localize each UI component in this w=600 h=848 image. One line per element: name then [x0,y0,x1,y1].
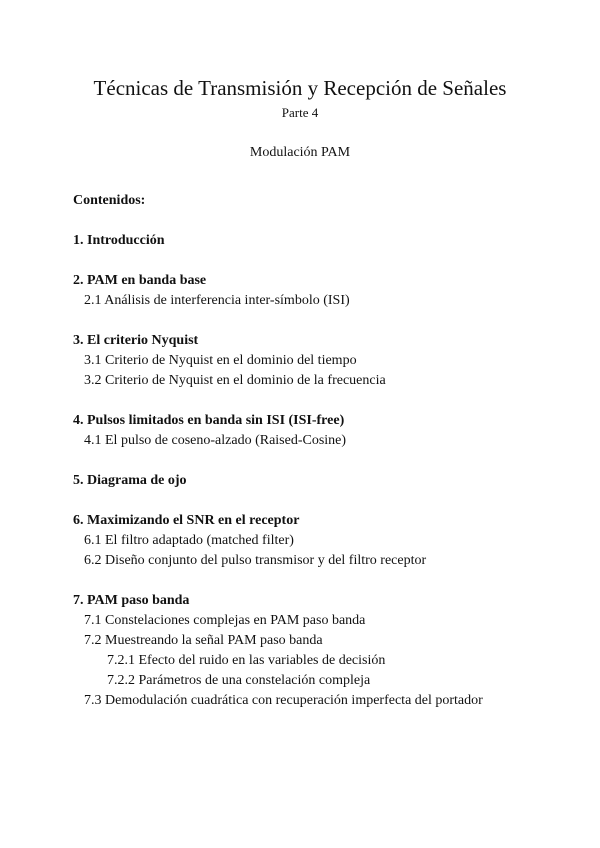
toc-section-title: 4. Pulsos limitados en banda sin ISI (ISI-free) [73,413,345,428]
toc-section-1 [73,231,573,251]
toc-section-title: 6. Maximizando el SNR en el receptor [73,513,300,528]
toc-section-title: 2. PAM en banda base [73,273,207,288]
toc-subsection: 3.2 Criterio de Nyquist en el dominio de la frecuencia [84,373,386,388]
toc-section-7 [73,591,573,711]
toc-section-title: 1. Introducción [73,233,165,248]
toc-subsection: 7.1 Constelaciones complejas en PAM paso banda [84,613,366,628]
toc-section-3 [73,331,573,391]
toc-subsection: 4.1 El pulso de coseno-alzado (Raised-Cosine) [84,433,347,448]
toc-section-4 [73,411,573,451]
toc-section-6 [73,511,573,571]
toc-subsubsection: 7.2.2 Parámetros de una constelación compleja [107,673,371,688]
toc-subsection: 3.1 Criterio de Nyquist en el dominio del tiempo [84,353,357,368]
subject-title: Modulación PAM [249,145,351,160]
toc-section-5 [73,471,573,491]
document-title: Técnicas de Transmisión y Recepción de Señales [93,76,507,100]
toc-subsubsection: 7.2.1 Efecto del ruido en las variables de decisión [107,653,386,668]
contents-heading: Contenidos: [73,193,146,208]
toc-subsection: 6.1 El filtro adaptado (matched filter) [84,533,294,548]
toc-subsection: 6.2 Diseño conjunto del pulso transmisor y del filtro receptor [84,553,427,568]
toc-subsection: 2.1 Análisis de interferencia inter-símbolo (ISI) [84,293,350,308]
toc-subsection: 7.2 Muestreando la señal PAM paso banda [84,633,323,648]
toc-section-title: 3. El criterio Nyquist [73,333,199,348]
toc-section-title: 5. Diagrama de ojo [73,473,187,488]
toc-section-title: 7. PAM paso banda [73,593,190,608]
part-label: Parte 4 [281,105,319,120]
toc-subsection: 7.3 Demodulación cuadrática con recuperación imperfecta del portador [84,693,483,708]
toc-section-2 [73,271,573,311]
